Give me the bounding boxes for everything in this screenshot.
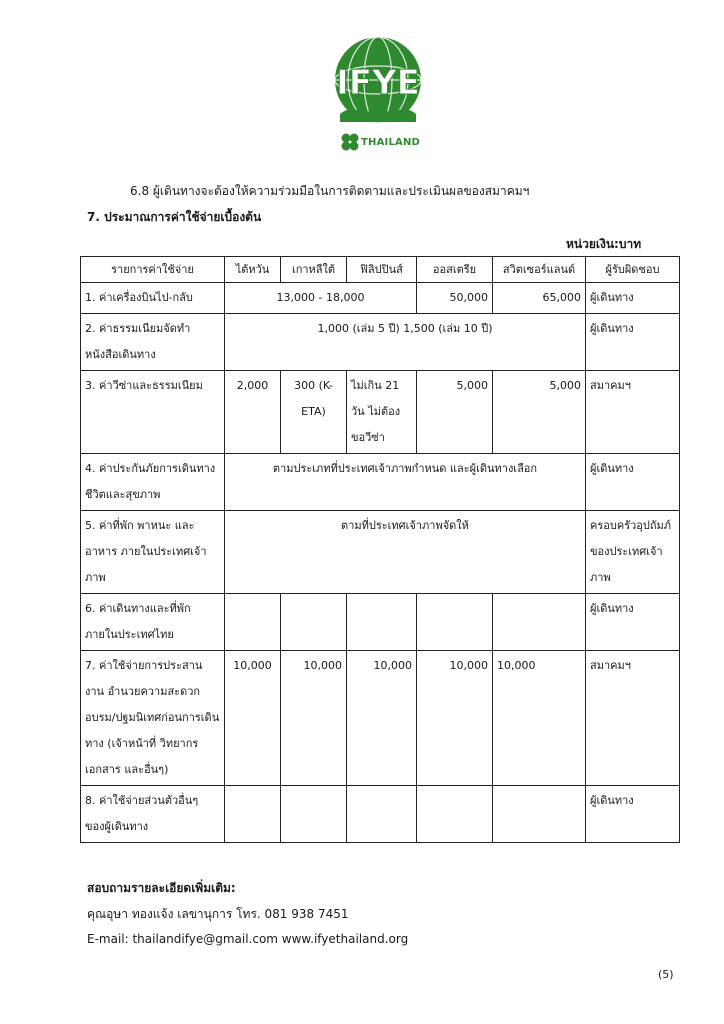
row-merged-cost: ตามที่ประเทศเจ้าภาพจัดให้ — [225, 511, 586, 594]
row-responsible: ผู้เดินทาง — [586, 283, 680, 314]
row-empty-cell — [493, 594, 586, 651]
table-row — [81, 314, 680, 371]
row-empty-cell — [347, 786, 417, 843]
row-philippines: 10,000 — [347, 651, 417, 786]
col-header-item: รายการค่าใช้จ่าย — [81, 257, 225, 283]
row-empty-cell — [281, 594, 347, 651]
table-header-row — [81, 257, 680, 283]
row-item: 2. ค่าธรรมเนียมจัดทำหนังสือเดินทาง — [81, 314, 225, 371]
currency-unit: หน่วยเงิน:บาท — [566, 237, 642, 251]
table-row — [81, 651, 680, 786]
logo-caption: THAILAND — [361, 137, 421, 148]
table-row — [81, 454, 680, 511]
row-merged-cost: ตามประเภทที่ประเทศเจ้าภาพกำหนด และผู้เดินทางเลือก — [225, 454, 586, 511]
row-switzerland: 10,000 — [493, 651, 586, 786]
row-responsible: ครอบครัวอุปถัมภ์ของประเทศเจ้าภาพ — [586, 511, 680, 594]
row-empty-cell — [493, 786, 586, 843]
paragraph-6-8: 6.8 ผู้เดินทางจะต้องให้ความร่วมมือในการติดตามและประเมินผลของสมาคมฯ — [130, 184, 530, 198]
row-empty-cell — [281, 786, 347, 843]
table-row — [81, 283, 680, 314]
table-row — [81, 786, 680, 843]
logo-wordmark: IFYE — [336, 63, 420, 103]
row-item: 1. ค่าเครื่องบินไป-กลับ — [81, 283, 225, 314]
row-austria: 50,000 — [417, 283, 493, 314]
row-item: 4. ค่าประกันภัยการเดินทาง ชีวิตและสุขภาพ — [81, 454, 225, 511]
row-responsible: สมาคมฯ — [586, 651, 680, 786]
row-switzerland: 65,000 — [493, 283, 586, 314]
row-empty-cell — [225, 594, 281, 651]
row-responsible: ผู้เดินทาง — [586, 786, 680, 843]
section-7-heading: 7. ประมาณการค่าใช้จ่ายเบื้องต้น — [87, 210, 262, 224]
col-header-taiwan: ไต้หวัน — [225, 257, 281, 283]
row-korea: 10,000 — [281, 651, 347, 786]
contact-person: คุณอุษา ทองแจ้ง เลขานุการ โทร. 081 938 7451 — [87, 907, 349, 921]
row-merged-cost: 13,000 - 18,000 — [225, 283, 417, 314]
row-item: 6. ค่าเดินทางและที่พักภายในประเทศไทย — [81, 594, 225, 651]
row-responsible: ผู้เดินทาง — [586, 314, 680, 371]
row-responsible: ผู้เดินทาง — [586, 594, 680, 651]
row-taiwan: 2,000 — [225, 371, 281, 454]
row-responsible: ผู้เดินทาง — [586, 454, 680, 511]
contact-email: E-mail: thailandifye@gmail.com www.ifyethailand.org — [87, 932, 409, 946]
budget-table — [80, 256, 680, 843]
table-row — [81, 371, 680, 454]
clover-icon — [342, 134, 359, 151]
row-item: 5. ค่าที่พัก พาหนะ และอาหาร ภายในประเทศเจ้าภาพ — [81, 511, 225, 594]
col-header-responsible: ผู้รับผิดชอบ — [586, 257, 680, 283]
col-header-switzerland: สวิตเซอร์แลนด์ — [493, 257, 586, 283]
row-empty-cell — [417, 786, 493, 843]
col-header-philippines: ฟิลิปปินส์ — [347, 257, 417, 283]
row-taiwan: 10,000 — [225, 651, 281, 786]
col-header-austria: ออสเตรีย — [417, 257, 493, 283]
row-empty-cell — [417, 594, 493, 651]
row-switzerland: 5,000 — [493, 371, 586, 454]
col-header-korea: เกาหลีใต้ — [281, 257, 347, 283]
table-row — [81, 594, 680, 651]
row-philippines: ไม่เกิน 21 วัน ไม่ต้องขอวีซ่า — [347, 371, 417, 454]
row-item: 8. ค่าใช้จ่ายส่วนตัวอื่นๆ ของผู้เดินทาง — [81, 786, 225, 843]
row-korea: 300 (K-ETA) — [281, 371, 347, 454]
row-merged-cost: 1,000 (เล่ม 5 ปี) 1,500 (เล่ม 10 ปี) — [225, 314, 586, 371]
row-responsible: สมาคมฯ — [586, 371, 680, 454]
page-number: (5) — [658, 968, 674, 981]
contact-title: สอบถามรายละเอียดเพิ่มเติม: — [87, 881, 236, 895]
row-item: 7. ค่าใช้จ่ายการประสานงาน อำนวยความสะดวก อบรม/ปฐมนิเทศก่อนการเดินทาง (เจ้าหน้าที่ วิทยากร เอกสาร และอื่นๆ) — [81, 651, 225, 786]
row-empty-cell — [347, 594, 417, 651]
row-item: 3. ค่าวีซ่าและธรรมเนียม — [81, 371, 225, 454]
table-row — [81, 511, 680, 594]
row-austria: 5,000 — [417, 371, 493, 454]
row-empty-cell — [225, 786, 281, 843]
row-austria: 10,000 — [417, 651, 493, 786]
